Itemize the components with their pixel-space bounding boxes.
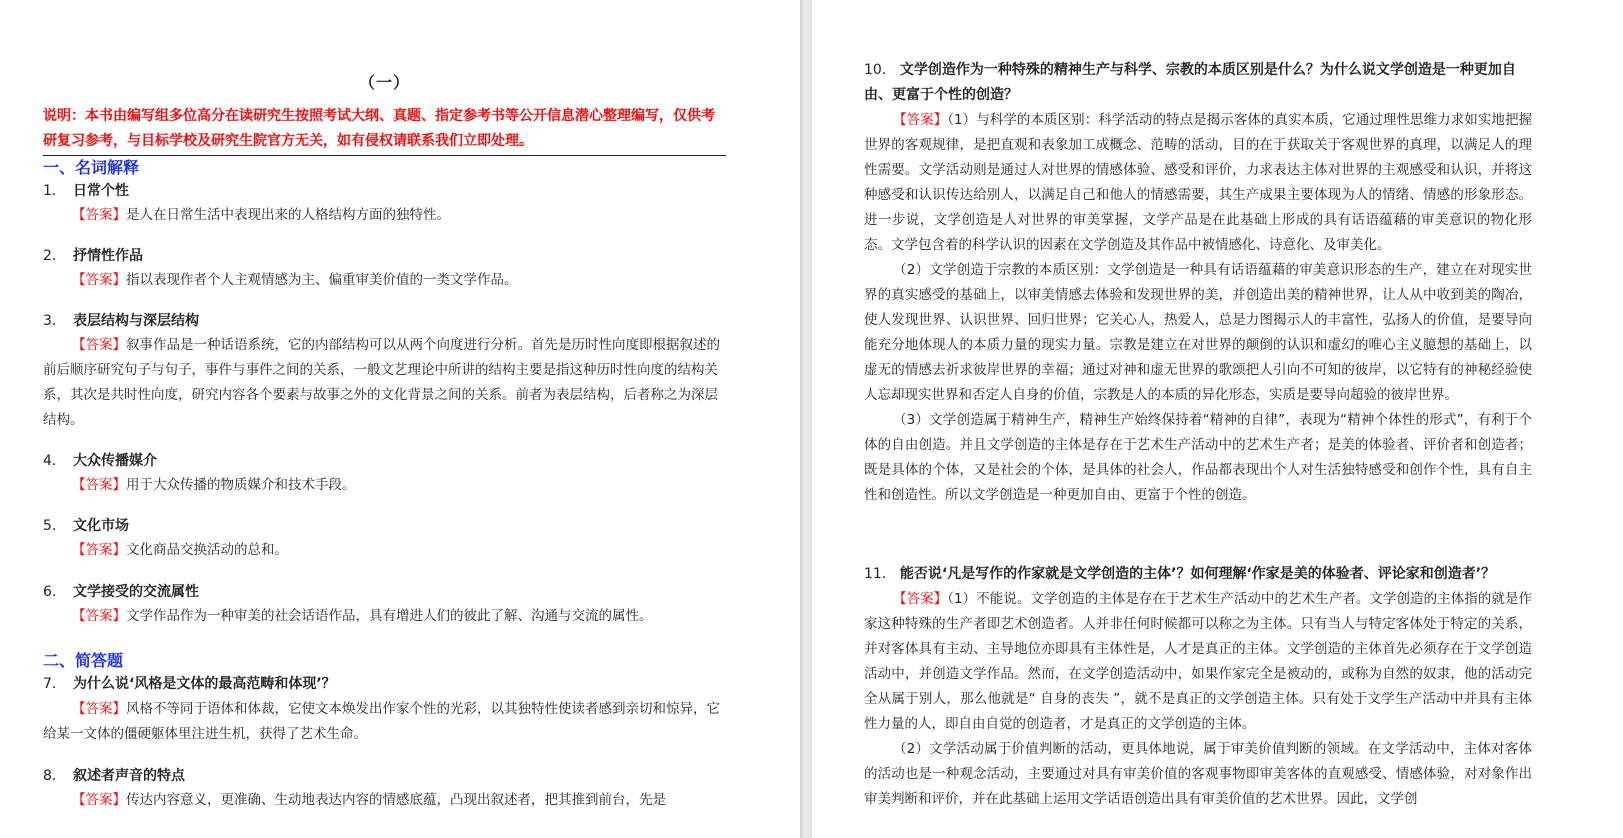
answer-text: 叙事作品是一种话语系统，它的内部结构可以从两个向度进行分析。首先是历时性向度即根据叙述的前后顺序研究句子与句子，事件与事件之间的关系，一般文艺理论中所讲的结构主要是指这种历时性向度的结构关系，其次是共时性向度，研究内容各个要素与故事之外的文化背景之间的关系。前者为表层结构，后者称之为深层结构。: [43, 337, 720, 428]
question-number: 7．: [43, 676, 66, 692]
question-text: 能否说‘凡是写作的作家就是文学创造的主体’？如何理解‘作家是美的体验者、评论家和创造者’？: [899, 566, 1496, 582]
answer-tag: 【答案】: [72, 477, 126, 493]
question-text: 文化市场: [73, 518, 129, 534]
question-title: [864, 58, 1532, 108]
question-number: 5．: [43, 518, 66, 534]
question-number: 6．: [43, 584, 66, 600]
answer-tag: 【答案】: [893, 591, 948, 607]
answer-tag: 【答案】: [72, 542, 126, 558]
question-title: [43, 674, 336, 694]
answer-paragraph: [43, 203, 726, 228]
answer-paragraph: [43, 538, 726, 563]
answer-paragraph: [43, 473, 726, 498]
answer-text: 文学作品作为一种审美的社会话语作品，具有增进人们的彼此了解、沟通与交流的属性。: [126, 608, 653, 624]
answer-paragraph: [43, 268, 726, 293]
question-title: [43, 582, 199, 602]
question-title: [43, 246, 143, 266]
question-text: 抒情性作品: [73, 248, 143, 264]
answer-text: 风格不等同于语体和体裁，它使文本焕发出作家个性的光彩，以其独特性使读者感到亲切和惊异，它给某一文体的僵硬躯体里注进生机，获得了艺术生命。: [43, 701, 720, 742]
heading-term-explanation: 一、名词解释: [43, 158, 140, 177]
answer-tag: 【答案】: [72, 207, 126, 223]
question-title: [43, 766, 185, 786]
question-text: 表层结构与深层结构: [73, 313, 199, 329]
question-text: 文学接受的交流属性: [73, 584, 199, 600]
question-text: 文学创造作为一种特殊的精神生产与科学、宗教的本质区别是什么？为什么说文学创造是一种更加自由、更富于个性的创造？: [864, 62, 1516, 103]
disclaimer-notice: 说明：本书由编写组多位高分在读研究生按照考试大纲、真题、指定参考书等公开信息潜心整理编写，仅供考研复习参考，与目标学校及研究生院官方无关，如有侵权请联系我们立即处理。: [43, 108, 715, 149]
question-text: 大众传播媒介: [73, 453, 157, 469]
question-title: [43, 451, 157, 471]
answer-paragraph: （3）文学创造属于精神生产，精神生产始终保持着“精神的自律”，表现为“精神个体性的形式”，有利于个体的自由创造。并且文学创造的主体是存在于艺术生产活动中的艺术生产者；是美的体验者、评价者和创造者；既是具体的个体，又是社会的个体，是具体的社会人，作品都表现出个人对生活独特感受和创作个性，具有自主性和创造性。所以文学创造是一种更加自由、更富于个性的创造。: [864, 412, 1532, 503]
answer-paragraph: [43, 333, 726, 433]
question-text: 日常个性: [73, 183, 129, 199]
question-title: [864, 562, 1532, 587]
question-10-block: [864, 58, 1532, 508]
question-text: 为什么说‘风格是文体的最高范畴和体现’？: [73, 676, 336, 692]
question-number: 3．: [43, 313, 66, 329]
answer-text: 是人在日常生活中表现出来的人格结构方面的独特性。: [126, 207, 450, 223]
question-title: [43, 516, 129, 536]
answer-paragraph: （2）文学活动属于价值判断的活动，更具体地说，属于审美价值判断的领域。在文学活动中，主体对客体的活动也是一种观念活动，主要通过对具有审美价值的客观事物即审美客体的直观感受、情感体验，对对象作出审美判断和评价，并在此基础上运用文学话语创造出具有审美价值的艺术世界。因此，文学创: [864, 741, 1532, 807]
question-number: 2．: [43, 248, 66, 264]
question-text: 叙述者声音的特点: [73, 768, 185, 784]
question-number: 4．: [43, 453, 66, 469]
answer-paragraph: [864, 108, 1532, 258]
answer-text: （1）与科学的本质区别：科学活动的特点是揭示客体的真实本质，它通过理性思维力求如实地把握世界的客观规律，是把直观和表象加工成概念、范畴的活动，目的在于获取关于客观世界的真理，以满足人的理性需要。文学活动则是通过人对世界的情感体验、感受和评价，力求表达主体对世界的主观感受和认识，并将这种感受和认识传达给别人，以满足自己和他人的情感需要，其生产成果主要体现为人的情绪、情感的形象形态。进一步说，文学创造是人对世界的审美掌握，文学产品是在此基础上形成的具有话语蕴藉的审美意识的物化形态。文学包含着的科学认识的因素在文学创造及其作品中被情感化、诗意化、及审美化。: [864, 112, 1533, 253]
answer-text: 传达内容意义，更准确、生动地表达内容的情感底蕴，凸现出叙述者，把其推到前台，先是: [126, 792, 666, 808]
answer-tag: 【答案】: [72, 272, 126, 288]
question-number: 11．: [864, 566, 896, 582]
right-page: [812, 0, 1623, 838]
answer-paragraph: [864, 587, 1532, 737]
question-title: [43, 181, 129, 201]
answer-paragraph: [43, 604, 726, 629]
answer-paragraph: [43, 697, 726, 747]
answer-tag: 【答案】: [72, 608, 126, 624]
answer-text: 用于大众传播的物质媒介和技术手段。: [126, 477, 356, 493]
answer-tag: 【答案】: [72, 701, 126, 717]
answer-text: 指以表现作者个人主观情感为主、偏重审美价值的一类文学作品。: [126, 272, 518, 288]
answer-paragraph: （2）文学创造于宗教的本质区别：文学创造是一种具有话语蕴藉的审美意识形态的生产，建立在对现实世界的真实感受的基础上，以审美情感去体验和发现世界的美，并创造出美的精神世界，让人从中收到美的陶冶，使人发现世界、认识世界、回归世界；它关心人，热爱人，总是力图揭示人的丰富性，弘扬人的价值，是要导向能充分地体现人的本质力量的现实力量。宗教是建立在对世界的颠倒的认识和虚幻的唯心主义臆想的基础上，以虚无的情感去祈求彼岸世界的幸福；通过对神和虚无世界的歌颂把人引向不可知的彼岸，以它特有的神秘经验使人忘却现实世界和否定人自身的价值，宗教是人的本质的异化形态，实质是要导向超验的彼岸世界。: [864, 262, 1532, 403]
answer-text: 文化商品交换活动的总和。: [126, 542, 288, 558]
page-gutter: [800, 0, 812, 838]
question-number: 1．: [43, 183, 66, 199]
answer-tag: 【答案】: [72, 792, 126, 808]
heading-short-answer: 二、简答题: [43, 651, 124, 670]
question-11-block: [864, 562, 1532, 812]
question-title: [43, 311, 199, 331]
question-number: 8．: [43, 768, 66, 784]
left-page: [0, 0, 800, 838]
section-number: （一）: [358, 73, 410, 92]
answer-text: （1）不能说。文学创造的主体是存在于艺术生产活动中的艺术生产者。文学创造的主体指的就是作家这种特殊的生产者即艺术创造者。人并非任何时候都可以称之为主体。只有当人与特定客体处于特定的关系，并对客体具有主动、主导地位亦即具有主体性是，人才是真正的主体。文学创造的主体首先必须存在于文学创造活动中，并创造文学作品。然而，在文学创造活动中，如果作家完全是被动的，或称为自然的奴隶，他的活动完全从属于别人，那么他就是“ 自身的丧失 ”，就不是真正的文学创造主体。只有处于文学生产活动中并具有主体性力量的人，即自由自觉的创造者，才是真正的文学创造的主体。: [864, 591, 1533, 732]
divider-line: [43, 155, 726, 156]
question-number: 10．: [864, 62, 896, 78]
answer-tag: 【答案】: [72, 337, 126, 353]
answer-paragraph: [43, 788, 726, 813]
answer-tag: 【答案】: [893, 112, 948, 128]
